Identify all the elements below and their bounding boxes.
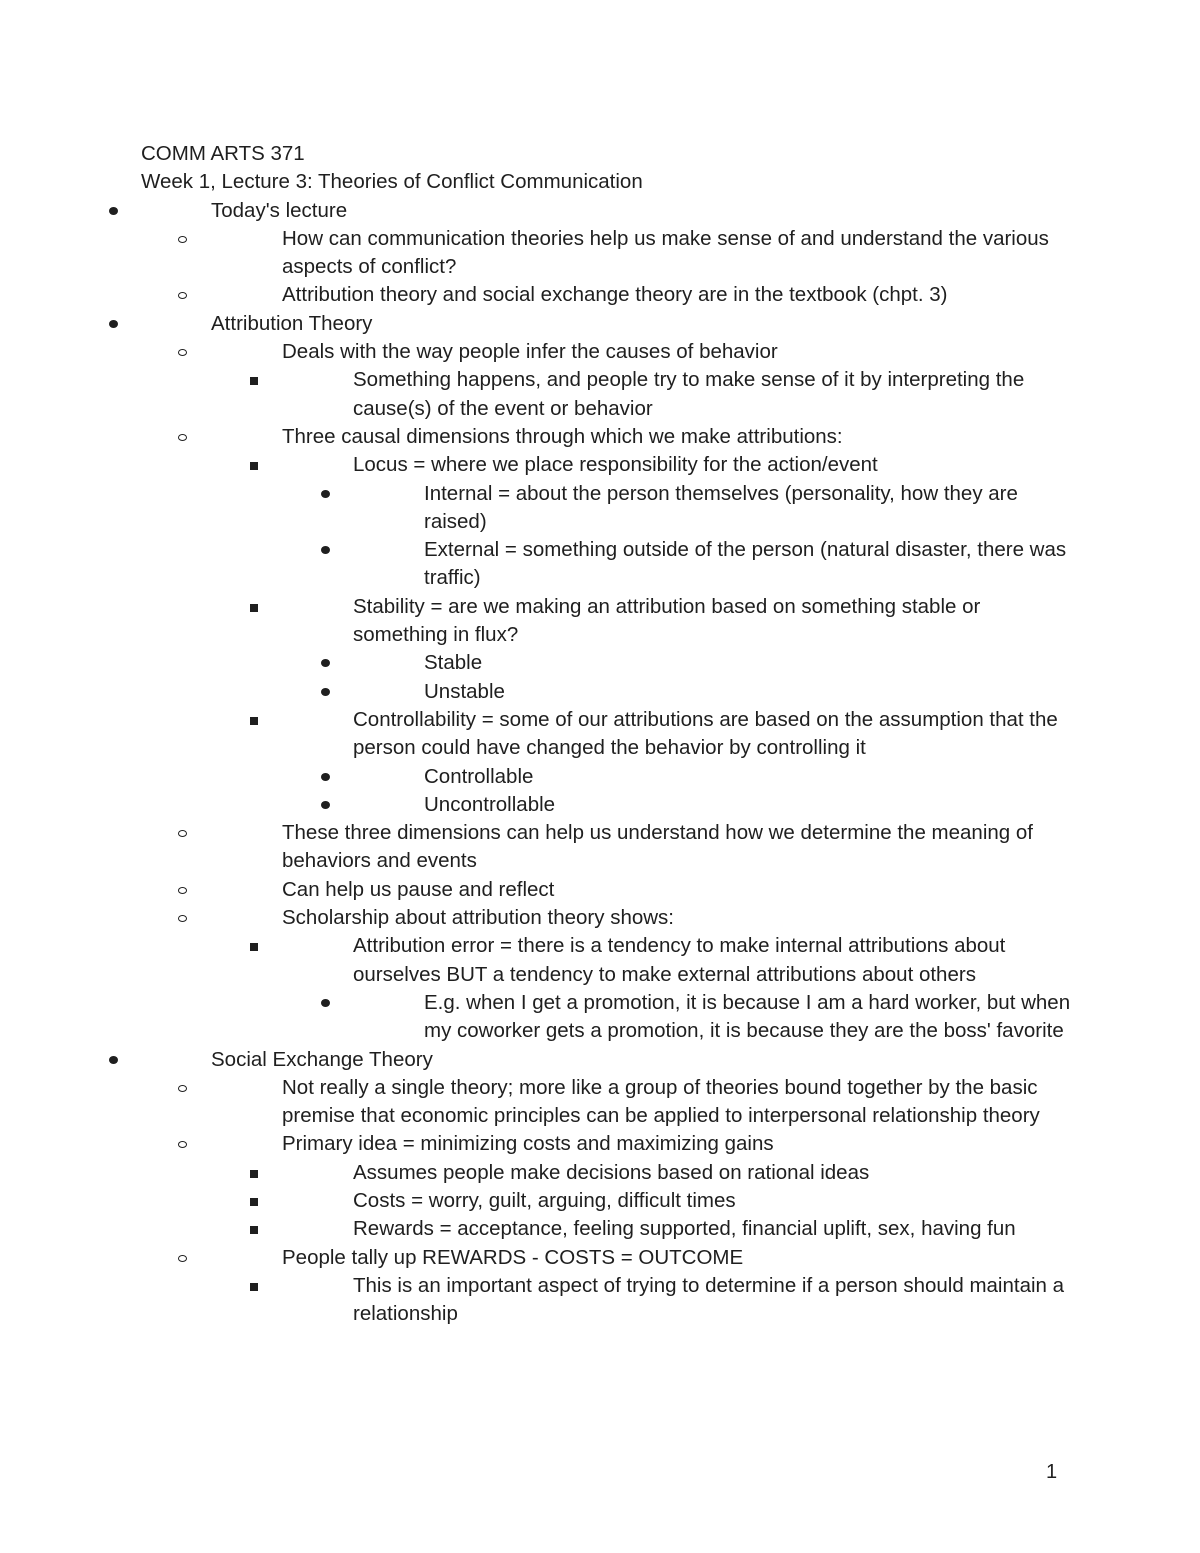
bullet-circle-icon xyxy=(178,1141,187,1148)
bullet-square-icon xyxy=(250,717,258,725)
outline-item-text: Primary idea = minimizing costs and maximizing gains xyxy=(282,1132,774,1156)
outline-item-text: How can communication theories help us make sense of and understand the various aspects of conflict? xyxy=(282,226,1049,279)
outline-item xyxy=(282,1272,1071,1329)
bullet-disc-icon xyxy=(321,999,330,1007)
outline-item-text: Costs = worry, guilt, arguing, difficult times xyxy=(353,1188,736,1212)
outline-item-text: Uncontrollable xyxy=(424,792,556,816)
bullet-square-icon xyxy=(250,377,258,385)
bullet-disc-icon xyxy=(321,490,330,498)
outline-item-text: Rewards = acceptance, feeling supported, financial uplift, sex, having fun xyxy=(353,1217,1016,1241)
bullet-disc-icon xyxy=(109,1056,118,1064)
outline-item xyxy=(211,904,1071,1045)
outline-item-text: Attribution Theory xyxy=(211,311,373,335)
notes-body xyxy=(141,140,1071,1328)
outline-item xyxy=(353,763,1071,791)
bullet-disc-icon xyxy=(109,207,118,215)
outline-item xyxy=(141,1046,1071,1329)
outline-level-3 xyxy=(282,451,1071,819)
bullet-circle-icon xyxy=(178,349,187,356)
bullet-circle-icon xyxy=(178,915,187,922)
bullet-disc-icon xyxy=(109,320,118,328)
bullet-square-icon xyxy=(250,943,258,951)
outline-item-text: Scholarship about attribution theory shows: xyxy=(282,906,675,930)
bullet-circle-icon xyxy=(178,887,187,894)
outline-item xyxy=(353,791,1071,819)
bullet-circle-icon xyxy=(178,830,187,837)
outline-item xyxy=(282,593,1071,706)
outline-item-text: External = something outside of the person (natural disaster, there was traffic) xyxy=(424,538,1067,590)
outline-item xyxy=(282,932,1071,1045)
outline-level-2 xyxy=(211,225,1071,310)
outline-level-4 xyxy=(353,763,1071,820)
outline-item xyxy=(282,451,1071,592)
outline-item-text: Stability = are we making an attribution based on something stable or something in flux? xyxy=(353,594,981,647)
outline-level-3 xyxy=(282,366,1071,423)
outline-item-text: Controllability = some of our attributions are based on the assumption that the person could have changed the behavior by controlling it xyxy=(353,707,1058,760)
outline-item-text: People tally up REWARDS - COSTS = OUTCOME xyxy=(282,1245,744,1269)
outline-item-text: Locus = where we place responsibility for the action/event xyxy=(353,453,878,477)
outline-item-text: Internal = about the person themselves (personality, how they are raised) xyxy=(424,481,1018,533)
outline-item xyxy=(211,225,1071,282)
outline-item-text: These three dimensions can help us understand how we determine the meaning of behaviors and events xyxy=(282,821,1033,873)
outline-item xyxy=(282,1159,1071,1187)
outline-item xyxy=(211,1244,1071,1329)
bullet-disc-icon xyxy=(321,546,330,554)
bullet-square-icon xyxy=(250,1283,258,1291)
outline-item xyxy=(211,876,1071,904)
outline-level-3 xyxy=(282,1272,1071,1329)
outline-level-2 xyxy=(211,1074,1071,1329)
outline-item xyxy=(353,480,1071,537)
bullet-circle-icon xyxy=(178,434,187,441)
course-title: COMM ARTS 371 xyxy=(141,142,305,165)
outline-item xyxy=(211,281,1071,309)
outline-item-text: This is an important aspect of trying to determine if a person should maintain a relationship xyxy=(353,1273,1065,1326)
outline-item xyxy=(353,678,1071,706)
bullet-disc-icon xyxy=(321,688,330,696)
outline-level-2 xyxy=(211,338,1071,1045)
outline-level-3 xyxy=(282,932,1071,1045)
outline-item xyxy=(141,197,1071,310)
bullet-square-icon xyxy=(250,1198,258,1206)
bullet-circle-icon xyxy=(178,236,187,243)
outline-item xyxy=(282,706,1071,819)
bullet-square-icon xyxy=(250,604,258,612)
bullet-circle-icon xyxy=(178,1085,187,1092)
lecture-title: Week 1, Lecture 3: Theories of Conflict Communication xyxy=(141,170,643,194)
outline-level-4 xyxy=(353,649,1071,706)
outline-item-text: E.g. when I get a promotion, it is because I am a hard worker, but when my coworker gets a promotion, it is because they are the boss' favorite xyxy=(424,990,1071,1043)
bullet-disc-icon xyxy=(321,801,330,809)
outline-item-text: Unstable xyxy=(424,679,505,703)
outline-item xyxy=(282,366,1071,423)
outline-item xyxy=(211,338,1071,423)
outline-item-text: Deals with the way people infer the causes of behavior xyxy=(282,340,778,364)
outline-item-text: Controllable xyxy=(424,764,534,788)
bullet-disc-icon xyxy=(321,659,330,667)
outline-item-text: Not really a single theory; more like a group of theories bound together by the basic premise that economic principles can be applied to interpersonal relationship theory xyxy=(282,1075,1040,1128)
page-number: 1 xyxy=(1046,1461,1058,1483)
outline-item-text: Today's lecture xyxy=(211,198,348,222)
outline-item xyxy=(282,1187,1071,1215)
outline-item xyxy=(353,989,1071,1046)
outline-item xyxy=(282,1215,1071,1243)
bullet-square-icon xyxy=(250,1226,258,1234)
bullet-disc-icon xyxy=(321,773,330,781)
bullet-circle-icon xyxy=(178,1255,187,1262)
outline-item xyxy=(211,1130,1071,1243)
outline-item-text: Assumes people make decisions based on rational ideas xyxy=(353,1160,870,1184)
outline-item xyxy=(211,423,1071,819)
outline-level-1 xyxy=(141,197,1071,1329)
outline-level-4 xyxy=(353,989,1071,1046)
outline-level-3 xyxy=(282,1159,1071,1244)
outline-item-text: Can help us pause and reflect xyxy=(282,877,555,901)
outline-item-text: Stable xyxy=(424,651,483,675)
outline-item-text: Social Exchange Theory xyxy=(211,1047,433,1071)
outline-item xyxy=(353,536,1071,593)
outline-item-text: Attribution theory and social exchange theory are in the textbook (chpt. 3) xyxy=(282,283,948,307)
bullet-circle-icon xyxy=(178,292,187,299)
outline-item-text: Three causal dimensions through which we make attributions: xyxy=(282,424,843,448)
bullet-square-icon xyxy=(250,462,258,470)
outline-level-4 xyxy=(353,480,1071,593)
outline-item xyxy=(353,649,1071,677)
outline-item-text: Attribution error = there is a tendency to make internal attributions about ourselves BUT a tendency to make external attributions about others xyxy=(353,934,1006,986)
outline-item xyxy=(211,819,1071,876)
outline-item xyxy=(141,310,1071,1046)
bullet-square-icon xyxy=(250,1170,258,1178)
outline-item-text: Something happens, and people try to make sense of it by interpreting the cause(s) of the event or behavior xyxy=(353,368,1025,420)
outline-item xyxy=(211,1074,1071,1131)
